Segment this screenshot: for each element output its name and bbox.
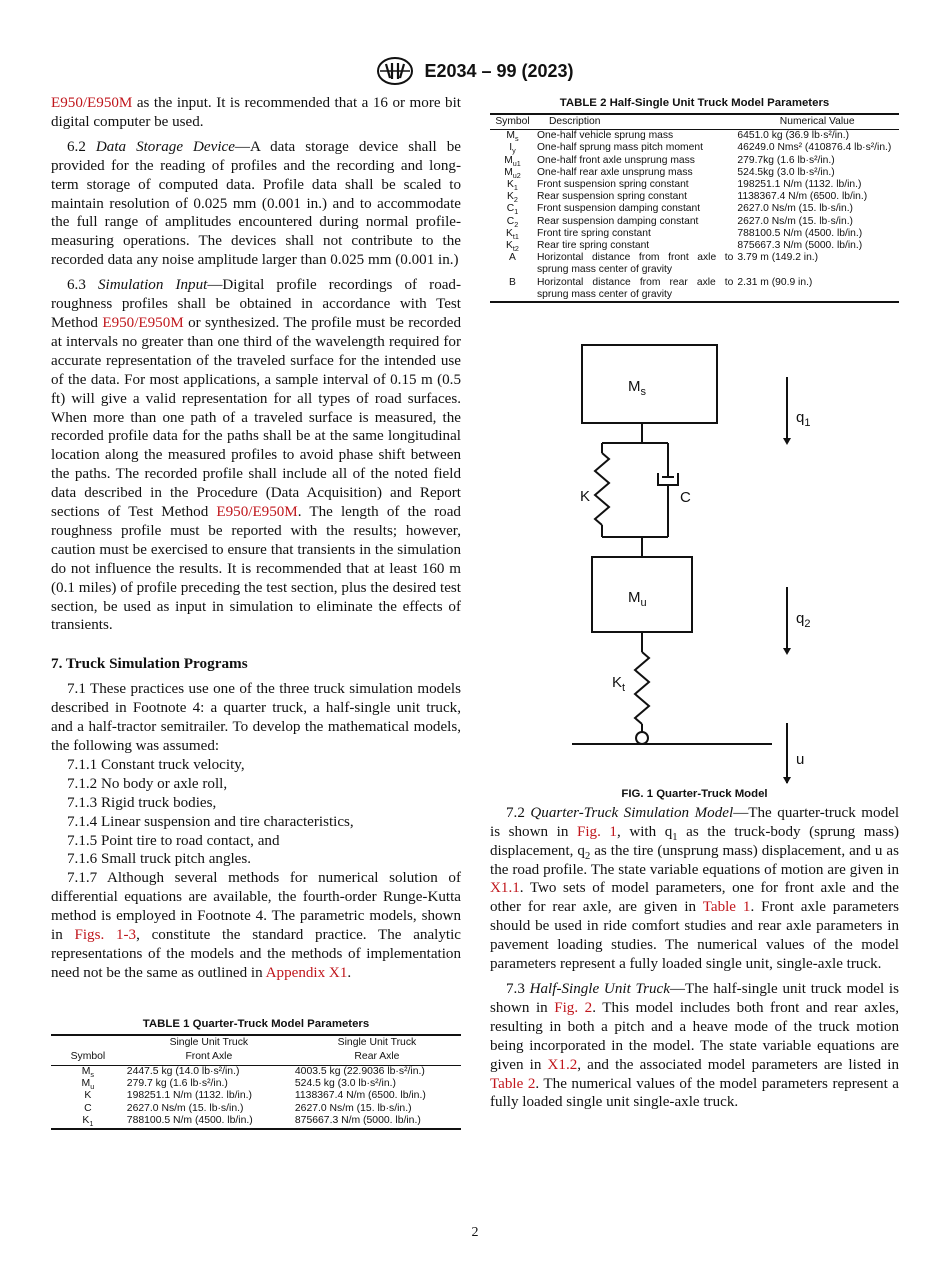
table-row: $K_{t1}$ Front tire spring constant 788100.5 N/m (4500. lb/in.) xyxy=(506,227,863,241)
standard-designation: E2034 – 99 (2023) xyxy=(424,60,574,81)
table-1-caption: TABLE 1 Quarter-Truck Model Parameters xyxy=(142,1017,370,1030)
link-fig-1[interactable]: Fig. 1 xyxy=(576,823,617,840)
paragraph-7-1-7: 7.1.7 Although several methods for numerical solution of differential equations are available, the fourth-order Runge-Kutta method is employed in Footnote 4. The parametric models, shown in Figs. 1-3, constitute the standard practice. The analytic representations of the models and the methods of implementation need not be the same as outlined in Appendix X1. xyxy=(51,870,461,981)
list-item: 7.1.3 Rigid truck bodies, xyxy=(67,794,217,811)
table-row: $M_{u1}$ One-half front axle unsprung mass 279.7kg (1.6 lb·s²/in.) xyxy=(504,154,835,168)
paragraph-7-1: 7.1 These practices use one of the three truck simulation models described in Footnote 4: a quarter truck, a half-single unit truck, and a half-tractor semitrailer. To develop the mathematical models, the following was assumed: xyxy=(51,681,461,754)
label-q1: $q_1$ xyxy=(796,408,811,429)
table-row: K 198251.1 N/m (1132. lb/in.) 1138367.4 N/m (6500. lb/in.) xyxy=(84,1090,426,1102)
label-q2: $q_2$ xyxy=(796,609,811,630)
sprung-mass-box xyxy=(582,345,717,423)
table-row: B Horizontal distance from rear axle to sprung mass center of gravity 2.31 m (90.9 in.) xyxy=(490,277,899,302)
figure-1-quarter-truck xyxy=(490,325,899,785)
paragraph-6-2: 6.2 Data Storage Device—A data storage device shall be provided for the reading of profiles and the recording and long-term storage of computed data. Profile data shall be scaled to maintain resolution of 0.025 mm (0.001 in.) and to accommodate the full range of amplitudes encountered during normal profile-measuring operations. The devices shall not contribute to the recorded data any noise amplitude larger than 0.025 mm (0.001 in.) xyxy=(51,138,461,269)
table-row: $I_y$ One-half sprung mass pitch moment 46249.0 Nms² (410876.4 lb·s²/in.) xyxy=(509,142,892,156)
label-kt: $K_t$ xyxy=(612,673,626,694)
list-item: 7.1.2 No body or axle roll, xyxy=(67,775,228,792)
table-row: $K_1$ 788100.5 N/m (4500. lb/in.) 875667.3 N/m (5000. lb/in.) xyxy=(51,1115,461,1128)
quarter-truck-diagram xyxy=(490,325,899,785)
label-mu: $M_u$ xyxy=(628,588,647,609)
table-2-caption: TABLE 2 Half-Single Unit Truck Model Parameters xyxy=(559,97,830,109)
page-header xyxy=(0,56,950,86)
label-ms: $M_s$ xyxy=(628,377,646,398)
section-heading-7: 7. Truck Simulation Programs xyxy=(51,655,248,673)
unsprung-mass-box xyxy=(592,557,692,632)
page-number: 2 xyxy=(471,1225,479,1240)
paragraph-6-1-continued: E950/E950M as the input. It is recommended that a 16 or more bit digital computer be used. xyxy=(51,95,461,130)
right-column xyxy=(490,94,899,1118)
u-arrow-icon xyxy=(783,777,791,784)
paragraph-6-3: 6.3 Simulation Input—Digital profile recordings of road-roughness profiles shall be obtained in accordance with Test Method E950/E950M or synthesized. The profile must be recorded at intervals no greater than one third of the wavelength required for accurate representation of the traveled surface for the intended use of the data. For most applications, a sample interval of 0.15 m (0.5 ft) will give a valid representation for all types of road surfaces. When more than one path of a traveled surface is measured, the recorded profile data for the paths shall be at the same longitudinal location along the measured profiles to avoid phase shift between the paths. The recorded profile shall include all of the noted field data described in the Procedure (Data Acquisition) and Report sections of Test Method E950/E950M. The length of the road roughness profile must be reported with the results; however, caution must be exercised to ensure that transients in the simulation do not influence the results. It is recommended that at least 160 m (0.1 miles) of profile preceding the test section, plus the desired test section, be used as input in simulation to eliminate the effects of transients. xyxy=(51,277,462,634)
table-row: $M_s$ 2447.5 kg (14.0 lb·s²/in.) 4003.5 kg (22.9036 lb·s²/in.) xyxy=(81,1065,425,1079)
list-item: 7.1.4 Linear suspension and tire characteristics, xyxy=(67,813,354,830)
link-appendix[interactable]: Appendix X1 xyxy=(265,964,348,981)
label-c: C xyxy=(680,488,691,506)
q1-arrow-icon xyxy=(783,438,791,445)
list-item: 7.1.6 Small truck pitch angles. xyxy=(67,851,252,868)
q2-arrow-icon xyxy=(783,648,791,655)
label-u: u xyxy=(796,750,805,768)
tire-spring xyxy=(635,652,649,724)
paragraph-7-3: 7.3 Half-Single Unit Truck—The half-single unit truck model is shown in Fig. 2. This model includes both front and rear axles, resulting in both a pitch and a heave mode of the truck motion being incorporated in the model. The state variable equations are given in X1.2, and the associated model parameters are listed in Table 2. The numerical values of the model parameters represent a fully loaded single unit single-axle truck. xyxy=(490,981,900,1111)
table-row: C 2627.0 Ns/m (15. lb·s/in.) 2627.0 Ns/m (15. lb·s/in.) xyxy=(84,1102,412,1114)
table-row: $C_2$ Rear suspension damping constant 2627.0 Ns/m (15. lb·s/in.) xyxy=(506,215,853,229)
table-row: $M_{u2}$ One-half rear axle unsprung mass 524.5kg (3.0 lb·s²/in.) xyxy=(504,166,835,180)
table-row: $C_1$ Front suspension damping constant 2627.0 Ns/m (15. lb·s/in.) xyxy=(506,203,853,217)
link-x1-2[interactable]: X1.2 xyxy=(547,1056,578,1073)
table-2: Symbol Description Numerical Value $M_s$ One-half vehicle sprung mass 6451.0 kg (36.9 lb·s²/in.) $I_y$ One-half sprung mass pitch moment 46249.0 Nms² (410876.4 lb·s²/in.) $M_{u1}$ One-half front axle unsprung mass 279.7kg (1.6 lb·s²/in.) $M_{u2}$ One-half rear axle unsprung mass 524.5kg (3.0 lb·s²/in.) $K_1$ Front suspension spring constant 198251.1 N/m (1132. lb/in.) $K_2$ Rear suspension spring constant 1138367.4 N/m (6500. lb/in.) $C_1$ Front suspension damping constant 2627.0 Ns/m (15. lb·s/in.) $C_2$ Rear suspension damping constant 2627.0 Ns/m (15. lb·s/in.) $K_{t1}$ Front tire spring constant 788100.5 N/m (4500. lb/in.) $K_{t2}$ Rear tire spring constant 875667.3 N/m (5000. lb/in.) A Horizontal distance from front axle to sprung mass center of gravity 3.79 m (149.2 in.) B Horizontal distance from rear axle to sprung mass center of gravity 2.31 m (90.9 in.) xyxy=(490,113,899,303)
list-item: 7.1.5 Point tire to road contact, and xyxy=(67,832,280,849)
table-row: $K_{t2}$ Rear tire spring constant 875667.3 N/m (5000. lb/in.) xyxy=(506,239,863,253)
link-fig-2[interactable]: Fig. 2 xyxy=(554,999,593,1016)
link-table-2[interactable]: Table 2 xyxy=(490,1075,536,1092)
link-e950[interactable]: E950/E950M xyxy=(51,95,133,111)
left-column xyxy=(51,94,461,1130)
table-row: $K_1$ Front suspension spring constant 198251.1 N/m (1132. lb/in.) xyxy=(507,178,862,192)
link-x1-1[interactable]: X1.1 xyxy=(490,880,520,897)
table-row: $K_2$ Rear suspension spring constant 1138367.4 N/m (6500. lb/in.) xyxy=(507,191,868,205)
link-figs[interactable]: Figs. 1-3 xyxy=(74,927,137,944)
table-1: Single Unit Truck Single Unit Truck Symbol Front Axle Rear Axle $M_s$ 2447.5 kg (14.0 lb·s²/in.) 4003.5 kg (22.9036 lb·s²/in.) $M_u$ 279.7 kg (1.6 lb·s²/in.) 524.5 kg (3.0 lb·s²/in.) K 198251.1 N/m (1132. lb/in.) 1138367.4 N/m (6500. lb/in.) C 2627.0 Ns/m (15. lb·s/in.) 2627.0 Ns/m (15. lb·s/in.) $K_1$ 788100.5 N/m (4500. lb/in.) 875667.3 N/m (5000. lb/in.) xyxy=(51,1034,461,1130)
link-e950[interactable]: E950/E950M xyxy=(102,314,184,331)
table-row: $M_u$ 279.7 kg (1.6 lb·s²/in.) 524.5 kg (3.0 lb·s²/in.) xyxy=(81,1077,396,1091)
table-row: $M_s$ One-half vehicle sprung mass 6451.0 kg (36.9 lb·s²/in.) xyxy=(506,130,849,144)
link-e950[interactable]: E950/E950M xyxy=(216,504,298,521)
label-k: K xyxy=(580,487,591,505)
link-table-1[interactable]: Table 1 xyxy=(702,899,751,916)
table-row: A Horizontal distance from front axle to sprung mass center of gravity 3.79 m (149.2 in.) xyxy=(509,252,819,276)
astm-logo-icon xyxy=(376,56,414,86)
suspension-spring xyxy=(595,453,609,525)
figure-1-caption: FIG. 1 Quarter-Truck Model xyxy=(621,787,768,800)
list-item: 7.1.1 Constant truck velocity, xyxy=(67,756,245,773)
paragraph-7-2: 7.2 Quarter-Truck Simulation Model—The quarter-truck model is shown in Fig. 1, with $q_1$ as the truck-body (sprung mass) displacement, $q_2$ as the tire (unsprung mass) displacement, and u as the road profile. The state variable equations of motion are given in X1.1. Two sets of model parameters, one for front axle and the other for rear axle, are given in Table 1. Front axle parameters should be used in ride comfort studies and rear axle parameters in pavement loading studies. The numerical values of the model parameters represent a fully loaded single unit, single-axle truck. xyxy=(490,804,900,973)
tire-contact xyxy=(636,732,648,744)
